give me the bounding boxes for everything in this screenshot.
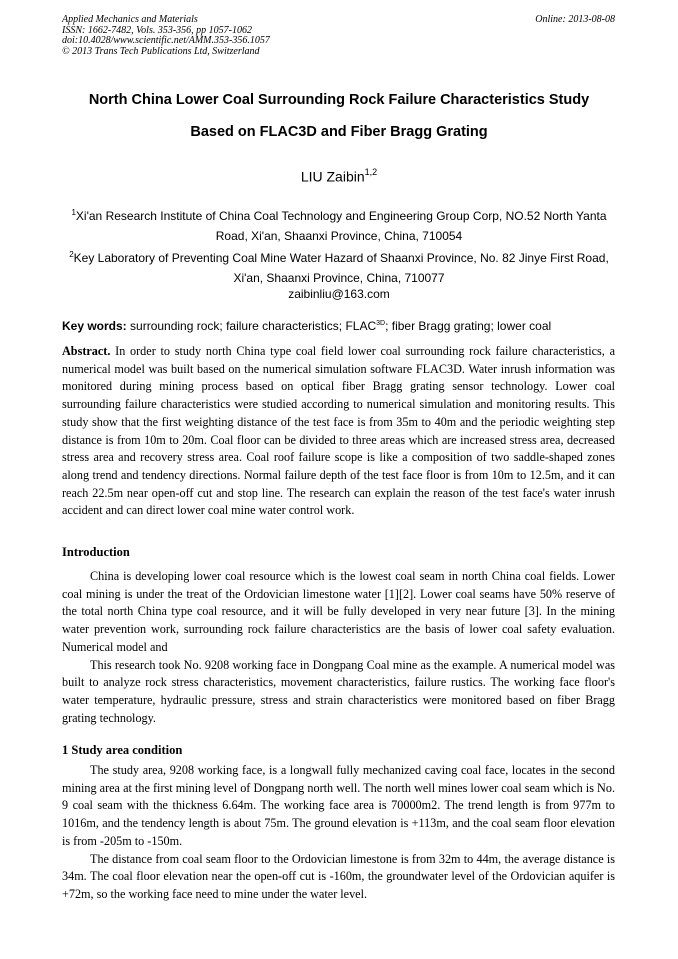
paper-title-line-1: North China Lower Coal Surrounding Rock Failure Characteristics Study [88,92,590,108]
online-date: Online: 2013-08-08 [535,14,615,25]
keywords [62,319,622,333]
intro-paragraph-1: China is developing lower coal resource which is the lowest coal seam in north China coal fields. Lower coal mining is under the treat of the Ordovician limestone water [1][2]. Lower coal seams have 50% reserve of the total north China type coal resource, and it will be fully developed in very near future [3]. In the mining water prevention work, surrounding rock failure characteristics are the basis of lower coal safety evaluation. Numerical model and [62,569,615,654]
affiliation-2-text: Key Laboratory of Preventing Coal Mine Water Hazard of Shaanxi Province, No. 82 Jinye First Road, Xi'an, Shaanxi Province, China, 710077 [73,251,609,285]
keywords-superscript: 3D [376,320,386,327]
affiliation-1 [64,203,614,246]
keywords-text-1: surrounding rock; failure characteristics; FLAC [126,319,377,333]
affiliation-1-number: 1 [71,208,76,217]
journal-name: Applied Mechanics and Materials [62,14,198,25]
affiliation-1-text: Xi'an Research Institute of China Coal Technology and Engineering Group Corp, NO.52 North Yanta Road, Xi'an, Shaanxi Province, China, 710054 [75,209,607,243]
affiliation-2 [64,245,614,288]
paper-title-line-2: Based on FLAC3D and Fiber Bragg Grating [190,124,488,140]
author [0,168,678,185]
keywords-label: Key words: [62,319,127,333]
section-1-paragraph-1: The study area, 9208 working face, is a longwall fully mechanized caving coal face, locates in the second mining area at the first mining level of Dongpang north well. The north well mines lower coal seam which is No. 9 coal seam with the thickness 6.64m. The working face area is 70000m2. The trend length is from 977m to 1016m, and the tendency length is about 75m. The ground elevation is +113m, and the coal seam floor elevation is from -205m to -150m. [62,763,615,848]
affiliation-2-number: 2 [69,250,74,259]
copyright-line: © 2013 Trans Tech Publications Ltd, Switzerland [62,45,260,57]
author-affiliation-marks: 1,2 [364,167,378,177]
introduction-body [62,568,615,727]
issn-line: ISSN: 1662-7482, Vols. 353-356, pp 1057-1062 [62,24,252,36]
introduction-heading: Introduction [62,545,130,559]
doi-line: doi:10.4028/www.scientific.net/AMM.353-356.1057 [62,35,270,46]
author-email: zaibinliu@163.com [288,287,390,301]
intro-paragraph-2: This research took No. 9208 working face in Dongpang Coal mine as the example. A numerical model was built to analyze rock stress characteristics, movement characteristics, failure rustics. The working face floor's water temperature, hydraulic pressure, stress and strain characteristics were monitored based on fiber Bragg grating technology. [62,657,615,725]
keywords-text-2: ; fiber Bragg grating; lower coal [385,319,552,333]
abstract-label: Abstract. [62,344,111,358]
abstract [62,343,615,520]
section-1-heading: 1 Study area condition [62,743,183,757]
abstract-text: In order to study north China type coal field lower coal surrounding rock failure characteristics, a numerical model was built based on the numerical simulation software FLAC3D. Water inrush information was monitored during mining process based on optical fiber Bragg grating sensor technology. Lower coal surrounding failure characteristics were studied according to numerical simulation and monitoring results. This study show that the first weighting distance of the test face is from 35m to 40m and the periodic weighting step distance is from 10m to 20m. Coal floor can be divided to three areas which are increased stress area, decreased stress area and recovery stress area. Coal roof failure scope is like a composition of two saddle-shaped zones along trend and tendency directions. Normal failure depth of the test face floor is from 10m to 12.5m, and it can reach 22.5m near open-off cut and stop line. The research can explain the reason of the test face's water inrush accident and can direct lower coal mine water control work. [62,344,615,518]
section-1-paragraph-2: The distance from coal seam floor to the Ordovician limestone is from 32m to 44m, the average distance is 34m. The coal floor elevation near the open-off cut is -160m, the groundwater level of the Ordovician aquifer is +72m, so the working face need to mine under the water level. [62,851,615,901]
author-name: LIU Zaibin [300,168,365,185]
section-1-body [62,762,615,904]
journal-header [62,15,615,57]
